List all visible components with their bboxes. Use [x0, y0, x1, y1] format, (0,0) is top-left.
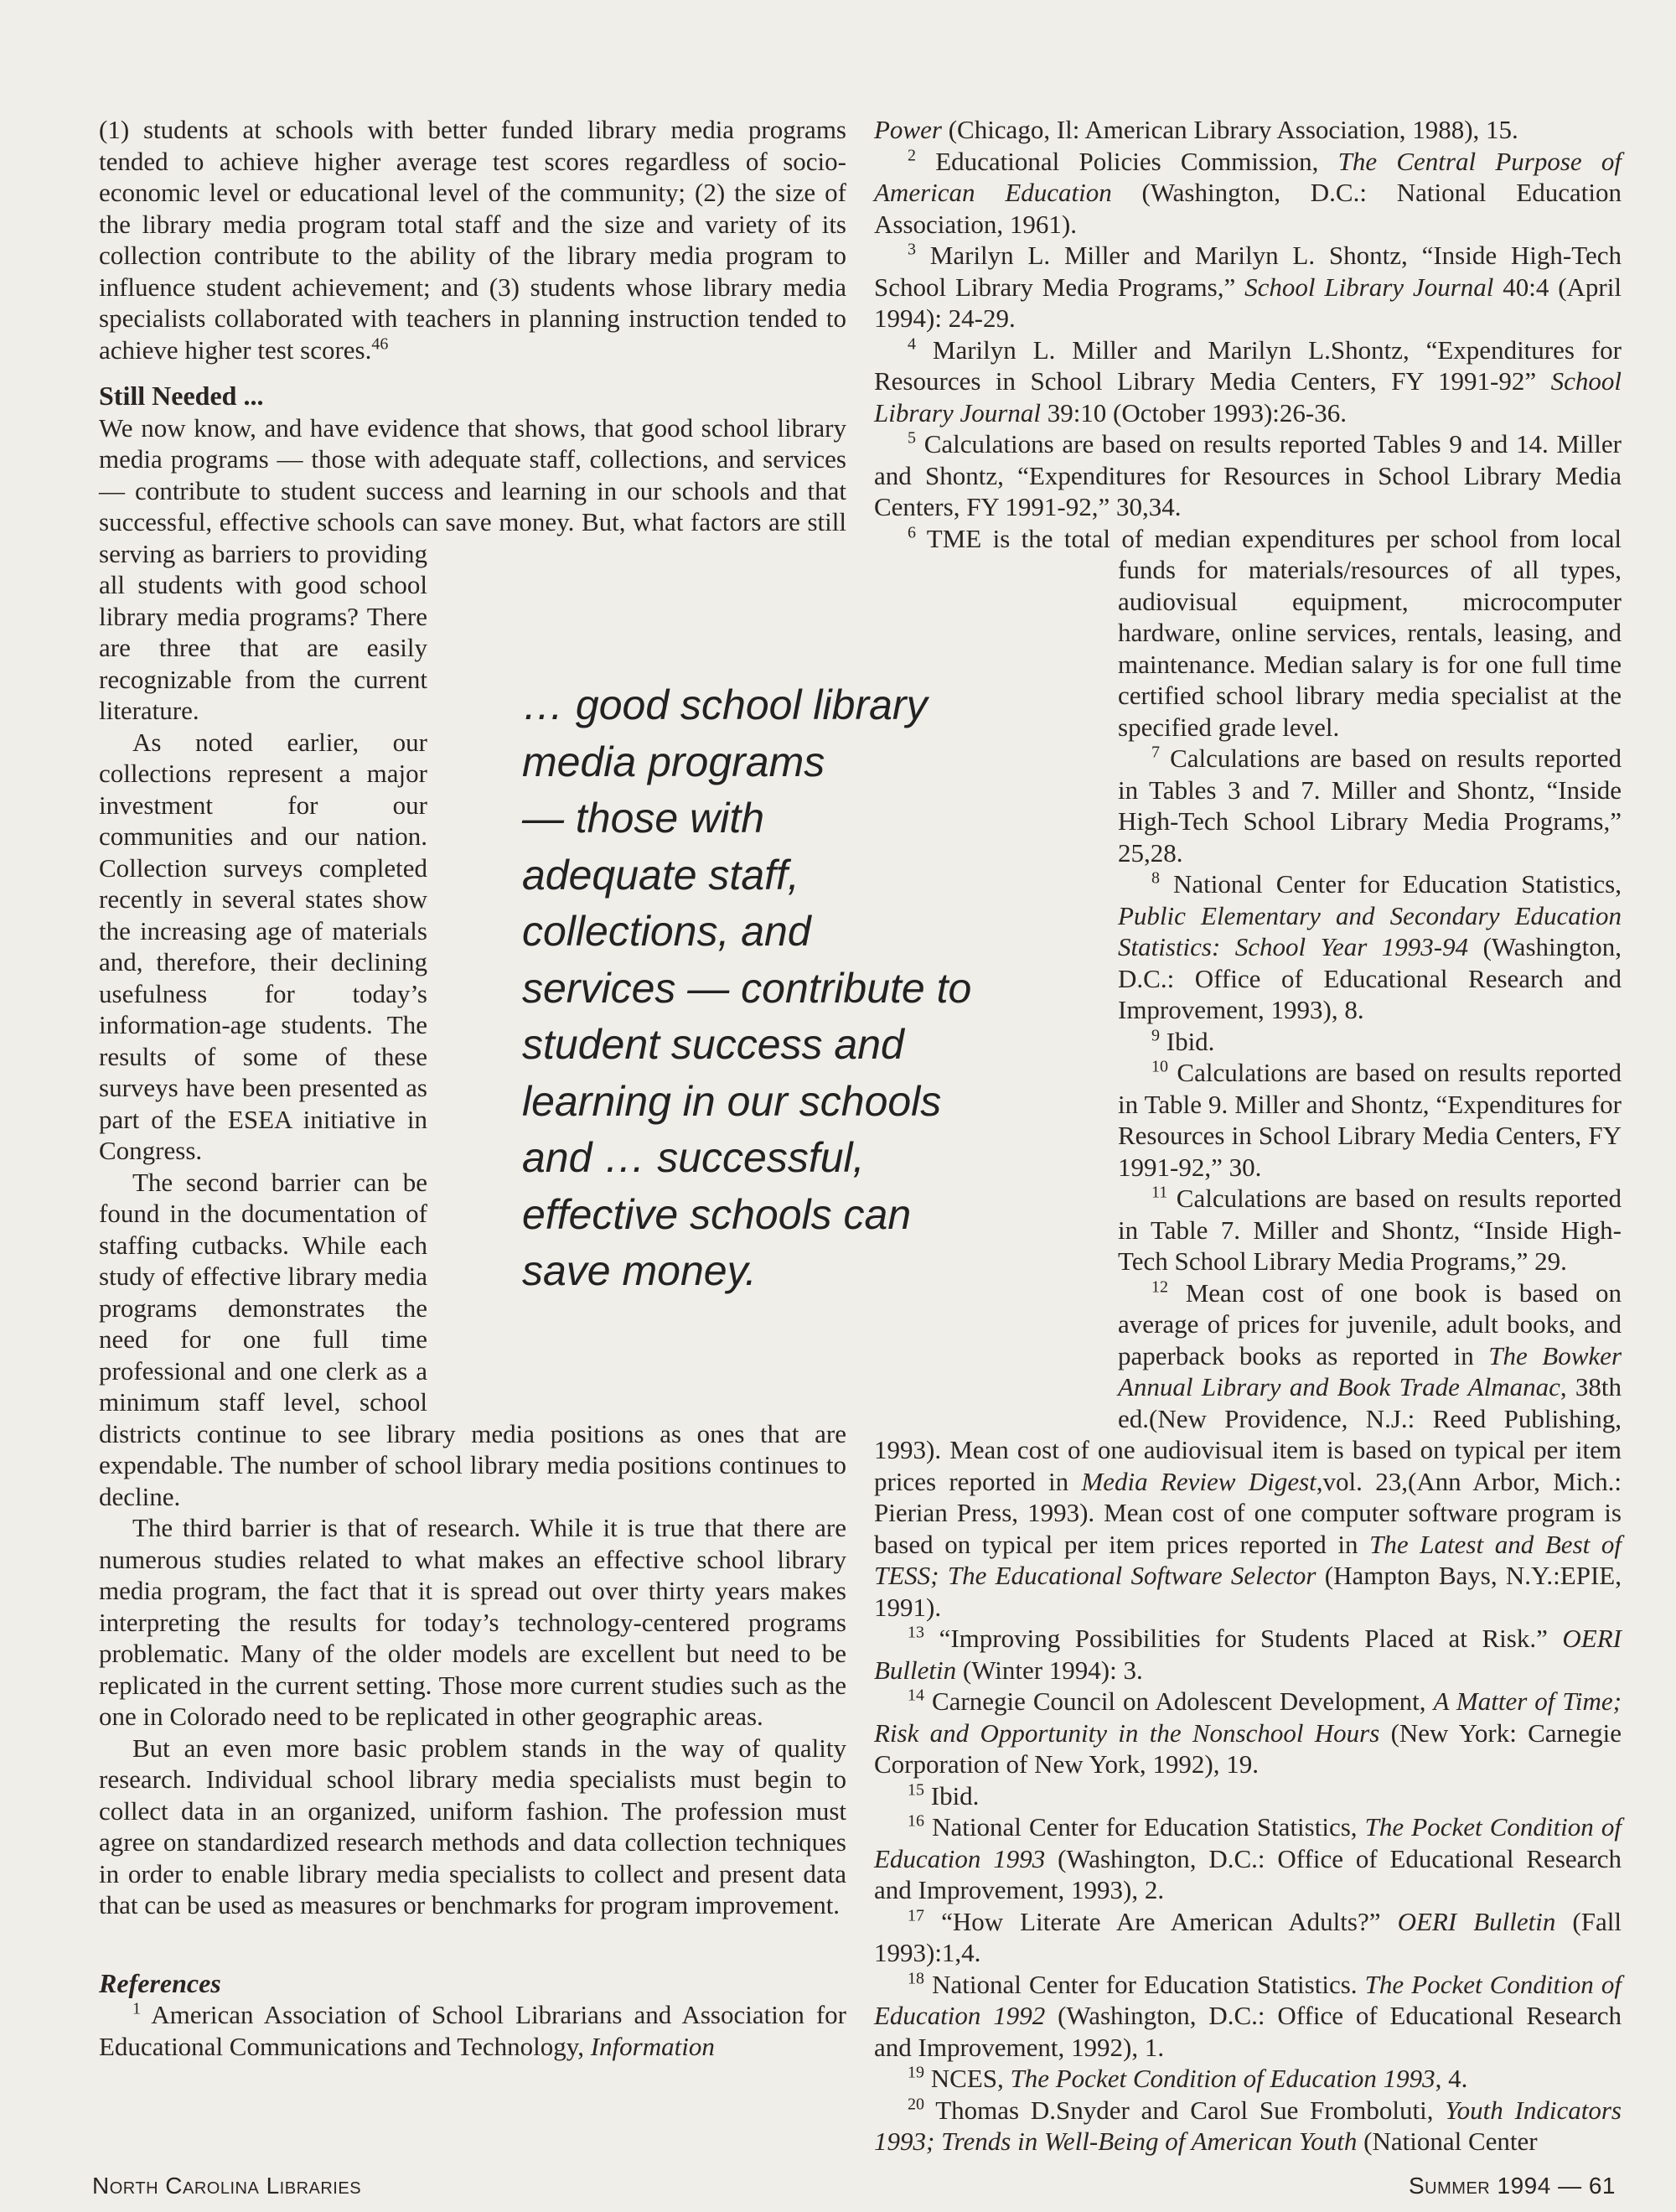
note-number: 8	[1151, 868, 1160, 888]
italic-title: Information	[590, 2031, 715, 2061]
italic-title: The Pocket Condition of Education 1993	[874, 1812, 1622, 1873]
footnote	[874, 334, 1622, 429]
text: (Hampton Bays, N.Y.:EPIE, 1991).	[874, 1561, 1622, 1622]
text: Ibid.	[924, 1780, 980, 1811]
italic-title: A Matter of Time; Risk and Opportunity in the Nonschool Hours	[874, 1686, 1622, 1748]
italic-title: Power	[874, 115, 942, 144]
italic-title: The Bowker Annual Library and Book Trade Almanac	[1118, 1340, 1622, 1401]
text: , 4.	[1435, 2064, 1468, 2093]
pull-quote-line: effective schools can	[522, 1190, 912, 1238]
text: (Washington, D.C.: Office of Educational Research and Improvement, 1992), 1.	[874, 2001, 1622, 2062]
text: (New York: Carnegie Corporation of New York, 1992), 19.	[874, 1717, 1622, 1779]
note-number: 18	[908, 1969, 924, 1988]
note-number: 19	[908, 2063, 924, 2082]
text: (Fall 1993):1,4.	[874, 1906, 1622, 1967]
note-number: 14	[908, 1686, 924, 1705]
footnote	[874, 1686, 1622, 1780]
pull-quote-line: collections, and	[522, 908, 811, 955]
pull-quote-line: services — contribute to	[522, 964, 972, 1012]
text: Marilyn L. Miller and Marilyn L.Shontz, “Expenditures for Resources in School Library Media Centers, FY 1991-92”	[874, 334, 1622, 396]
text: As noted earlier, our collections represent a major investment for our communities and our nation. Collection surveys completed recently in several states show the increasing age of materials and, therefore, their declining usefulness for today’s information-age students. The results of some of these surveys have been presented as part of the ESEA initiative in Congress.	[99, 727, 427, 1165]
text: But an even more basic problem stands in the way of quality research. Individual school library media specialists must begin to collect data in an organized, uniform fashion. The profession must agree on standardized research methods and data collection techniques in order to enable library media specialists to collect and present data that can be used as measures or benchmarks for program improvement.	[99, 1733, 846, 1919]
text: The second barrier can be found in the documentation of staffing cutbacks. While each study of effective library media programs demonstrates the need for one full time professional and one clerk as a minimum staff level, school districts continue to see library media positions as ones that are expendable. The number of school library media positions continues to decline.	[99, 1167, 846, 1511]
text: Educational Policies Commission,	[916, 146, 1338, 176]
note-number: 10	[1151, 1057, 1168, 1076]
pull-quote-line: media programs	[522, 738, 825, 785]
note-number: 17	[908, 1906, 924, 1925]
text: (Washington, D.C.: Office of Educational Research and Improvement, 1993), 2.	[874, 1843, 1622, 1904]
text: National Center for Education Statistics,	[1160, 869, 1622, 899]
text: Carnegie Council on Adolescent Development,	[924, 1686, 1434, 1716]
italic-title: OERI Bulletin	[1397, 1906, 1556, 1936]
note-number: 9	[1151, 1026, 1160, 1045]
italic-title: Public Elementary and Secondary Education Statistics: School Year 1993-94	[1118, 900, 1622, 961]
text: “How Literate Are American Adults?”	[924, 1906, 1398, 1936]
note-number: 15	[908, 1780, 924, 1800]
italic-title: School Library Journal	[874, 366, 1622, 427]
italic-title: The Central Purpose of American Education	[874, 146, 1622, 207]
note-number: 13	[908, 1623, 924, 1642]
text: Mean cost of one book is based on average of prices for juvenile, adult books, and paperback books as reported in	[1118, 1277, 1622, 1370]
note-number: 1	[132, 1999, 141, 2018]
footnote	[874, 1906, 1622, 1969]
text: Calculations are based on results reported in Tables 3 and 7. Miller and Shontz, “Inside High-Tech School Library Media Programs,” 25,28.	[1118, 743, 1622, 868]
note-number: 12	[1151, 1277, 1168, 1297]
pull-quote-line: adequate staff,	[522, 851, 799, 899]
note-number: 4	[908, 334, 916, 354]
paragraph	[99, 114, 846, 365]
footnote	[874, 2063, 1622, 2095]
pull-quote-line: — those with	[522, 795, 765, 842]
text: 40:4 (April 1994): 24-29.	[874, 272, 1622, 333]
text: Thomas D.Snyder and Carol Sue Fromboluti,	[924, 2095, 1446, 2125]
text: (Washington, D.C.: National Education Association, 1961).	[874, 178, 1622, 239]
italic-title: OERI Bulletin	[874, 1624, 1622, 1685]
pull-quote-line: … good school library	[522, 681, 928, 728]
text: Ibid.	[1160, 1026, 1215, 1056]
italic-title: The Pocket Condition of Education 1992	[874, 1969, 1622, 2030]
footnote	[874, 1623, 1622, 1686]
text: NCES,	[924, 2064, 1011, 2093]
footnote	[874, 240, 1622, 334]
footnote	[874, 1780, 1622, 1812]
note-number: 16	[908, 1811, 924, 1831]
references-heading: References	[99, 1967, 221, 1998]
text: (1) students at schools with better funded library media programs tended to achieve higher average test scores regardless of socio-economic level or educational level of the community; (2) the size of the library media program total staff and the size and variety of its collection contribute to the ability of the library media program to influence student achievement; and (3) students whose library media specialists collaborated with teachers in planning instruction tended to achieve higher test scores.	[99, 115, 846, 365]
footnote	[874, 114, 1622, 146]
italic-title: Youth Indicators 1993; Trends in Well-Being of American Youth	[874, 2095, 1622, 2156]
text: National Center for Education Statistics,	[924, 1812, 1365, 1842]
italic-title: Media Review Digest	[1081, 1466, 1316, 1496]
text: American Association of School Librarians and Association for Educational Communications and Technology,	[99, 2000, 846, 2061]
italic-title: School Library Journal	[1244, 272, 1494, 302]
pull-quote-line: learning in our schools	[522, 1077, 942, 1125]
text: (National Center	[1357, 2127, 1538, 2156]
paragraph	[99, 1512, 846, 1733]
text: (Washington, D.C.: Office of Educational Research and Improvement, 1993), 8.	[1118, 932, 1622, 1024]
note-number: 11	[1151, 1183, 1168, 1202]
text: ,vol. 23,(Ann Arbor, Mich.: Pierian Press, 1993). Mean cost of one computer software program is based on typical per item prices reported in	[874, 1466, 1622, 1559]
footer-publication: North Carolina Libraries	[92, 2173, 362, 2199]
note-number: 3	[908, 240, 916, 259]
text: “Improving Possibilities for Students Placed at Risk.”	[924, 1624, 1563, 1653]
footnote	[874, 1969, 1622, 2064]
note-number: 6	[908, 523, 916, 542]
italic-title: The Pocket Condition of Education 1993	[1010, 2064, 1435, 2093]
text: 39:10 (October 1993):26-36.	[1040, 397, 1347, 427]
footer-issue-page: Summer 1994 — 61	[1409, 2173, 1616, 2199]
note-number: 2	[908, 146, 916, 165]
note-number: 5	[908, 428, 916, 448]
text: We now know, and have evidence that shows, that good school library media programs — those with adequate staff, collections, and services — contribute to student success and learning in our schools and that successful, effective schools can save money. But, what factors are still serving as barriers to providing all students with good school library media programs? There are three that are easily recognizable from the current literature.	[99, 412, 846, 725]
note-number: 46	[371, 334, 389, 354]
paragraph	[99, 1999, 846, 2062]
text: Calculations are based on results reported Tables 9 and 14. Miller and Shontz, “Expenditures for Resources in School Library Media Centers, FY 1991-92,” 30,34.	[874, 429, 1622, 521]
text: , 38th ed.(New Providence, N.J.: Reed Publishing, 1993). Mean cost of one audiovisual item is based on typical per item prices reported in	[874, 1372, 1622, 1496]
text: Calculations are based on results reported in Table 9. Miller and Shontz, “Expenditures for Resources in School Library Media Centers, FY 1991-92,” 30.	[1118, 1058, 1622, 1182]
text: (Chicago, Il: American Library Association, 1988), 15.	[941, 115, 1518, 144]
section-heading: Still Needed ...	[99, 381, 264, 411]
text: (Winter 1994): 3.	[956, 1655, 1143, 1685]
pull-quote	[522, 677, 991, 1300]
text: National Center for Education Statistics.	[924, 1969, 1365, 1999]
footnote	[874, 1811, 1622, 1906]
note-number: 7	[1151, 743, 1160, 762]
text: Calculations are based on results reported in Table 7. Miller and Shontz, “Inside High-Tech School Library Media Programs,” 29.	[1118, 1184, 1622, 1276]
italic-title: The Latest and Best of TESS; The Educational Software Selector	[874, 1529, 1622, 1590]
note-number: 20	[908, 2095, 924, 2114]
footnote	[874, 2095, 1622, 2158]
text: The third barrier is that of research. While it is true that there are numerous studies related to what makes an effective school library media program, the fact that it is spread out over thirty years makes interpreting the results for today’s technology-centered programs problematic. Many of the older models are excellent but need to be replicated in the current setting. Those more current studies such as the one in Colorado need to be replicated in other geographic areas.	[99, 1513, 846, 1731]
pull-quote-line: student success and	[522, 1021, 904, 1068]
pull-quote-line: save money.	[522, 1247, 757, 1294]
footnote	[874, 428, 1622, 523]
text: TME is the total of median expenditures per school from local funds for materials/resources of all types, audiovisual equipment, microcomputer hardware, online services, rentals, leasing, and maintenance. Median salary is for one full time certified school library media specialist at the specified grade level.	[916, 523, 1622, 742]
paragraph	[99, 1733, 846, 1921]
text: Marilyn L. Miller and Marilyn L. Shontz, “Inside High-Tech School Library Media Programs,”	[874, 241, 1622, 302]
pull-quote-line: and … successful,	[522, 1134, 865, 1181]
footnote	[874, 146, 1622, 241]
